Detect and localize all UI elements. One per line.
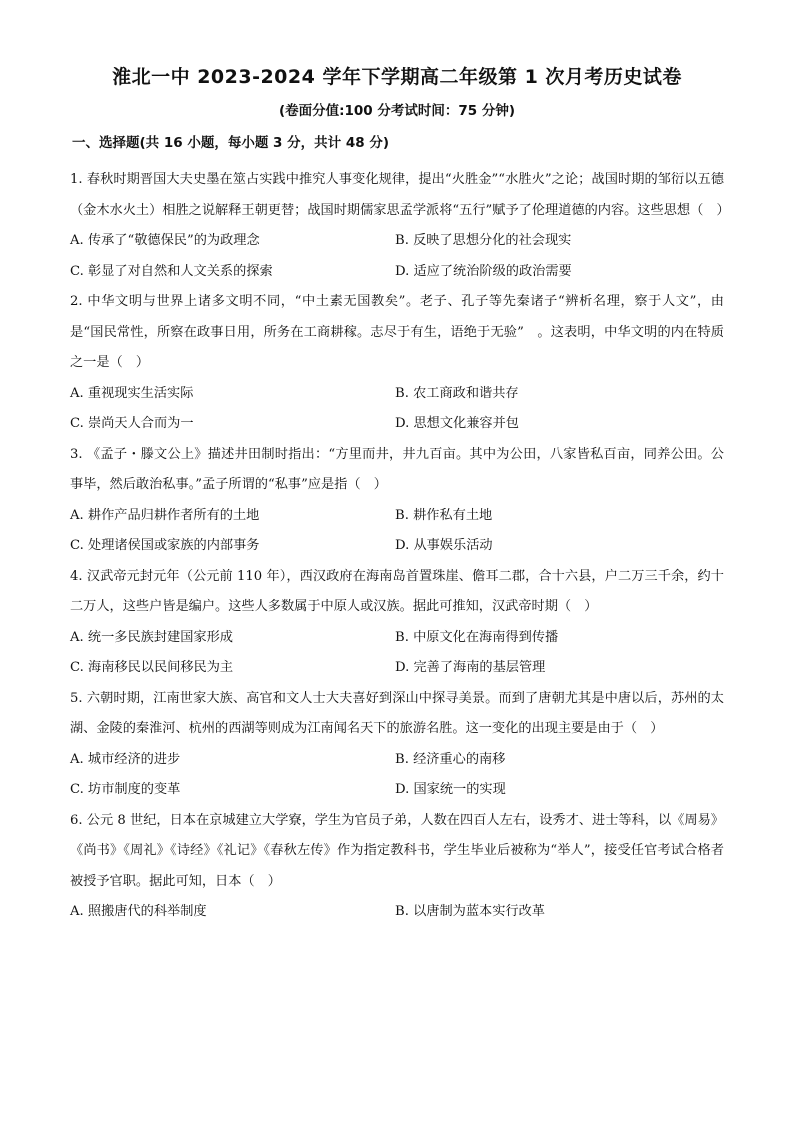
question-stem: 4. 汉武帝元封元年（公元前 110 年），西汉政府在海南岛首置珠崖、儋耳二郡，合十六县，户二万三千余，约十二万人，这些户皆是编户。这些人多数属于中原人或汉族。据此可推知，汉武帝时期（ ） xyxy=(70,568,724,614)
question-5 xyxy=(70,684,724,806)
option-c: C. 崇尚天人合而为一 xyxy=(70,416,194,431)
option-list xyxy=(70,745,724,806)
option-a: A. 照搬唐代的科举制度 xyxy=(70,904,207,919)
question-2 xyxy=(70,287,724,440)
option-a: A. 统一多民族封建国家形成 xyxy=(70,629,233,645)
question-stem: 3. 《孟子・滕文公上》描述井田制时指出：“方里而井，井九百亩。其中为公田，八家皆私百亩，同养公田。公事毕，然后敢治私事。”孟子所谓的“私事”应是指（ ） xyxy=(70,446,724,492)
option-a: A. 传承了“敬德保民”的为政理念 xyxy=(70,233,260,248)
option-list xyxy=(70,501,724,562)
option-b: B. 农工商政和谐共存 xyxy=(395,385,519,401)
option-d: D. 思想文化兼容并包 xyxy=(395,416,519,431)
option-list xyxy=(70,623,724,684)
question-1 xyxy=(70,165,730,287)
exam-subtitle: (卷面分值:100 分考试时间：75 分钟) xyxy=(278,103,516,119)
option-a: A. 耕作产品归耕作者所有的土地 xyxy=(70,507,260,523)
option-b: B. 中原文化在海南得到传播 xyxy=(395,629,559,645)
option-c: C. 彰显了对自然和人文关系的探索 xyxy=(70,263,273,279)
option-b: B. 耕作私有土地 xyxy=(395,507,493,523)
question-4 xyxy=(70,562,724,684)
option-list xyxy=(70,897,724,928)
option-b: B. 以唐制为蓝本实行改革 xyxy=(395,904,545,919)
option-b: B. 经济重心的南移 xyxy=(395,751,506,767)
option-c: C. 处理诸侯国或家族的内部事务 xyxy=(70,538,260,553)
option-d: D. 完善了海南的基层管理 xyxy=(395,660,546,675)
option-c: C. 坊市制度的变革 xyxy=(70,782,181,797)
option-a: A. 城市经济的进步 xyxy=(70,751,181,767)
option-d: D. 从事娱乐活动 xyxy=(395,538,493,553)
option-list xyxy=(70,226,724,287)
option-list xyxy=(70,379,724,440)
option-d: D. 适应了统治阶级的政治需要 xyxy=(395,263,572,279)
question-stem: 5. 六朝时期，江南世家大族、高官和文人士大夫喜好到深山中探寻美景。而到了唐朝尤其是中唐以后，苏州的太湖、金陵的秦淮河、杭州的西湖等则成为江南闻名天下的旅游名胜。这一变化的出现主要是由于（ ） xyxy=(70,690,724,736)
question-3 xyxy=(70,440,724,562)
option-c: C. 海南移民以民间移民为主 xyxy=(70,660,234,675)
question-stem: 2. 中华文明与世界上诸多文明不同，“中土素无国教矣”。老子、孔子等先秦诸子“辨析名理，察于人文”，由是“国民常性，所察在政事日用，所务在工商耕稼。志尽于有生，语绝于无验” 。这表明，中华文明的内在特质之一是（ ） xyxy=(70,294,724,370)
exam-title: 淮北一中 2023-2024 学年下学期高二年级第 1 次月考历史试卷 xyxy=(112,66,682,88)
option-d: D. 国家统一的实现 xyxy=(395,782,506,797)
option-b: B. 反映了思想分化的社会现实 xyxy=(395,233,572,248)
question-stem: 6. 公元 8 世纪，日本在京城建立大学寮，学生为官员子弟，人数在四百人左右，设秀才、进士等科，以《周易》《尚书》《周礼》《诗经》《礼记》《春秋左传》作为指定教科书，学生毕业后被称为“举人”，接受任官考试合格者被授予官职。据此可知，日本（ ） xyxy=(70,812,724,889)
section-heading: 一、选择题(共 16 小题，每小题 3 分，共计 48 分) xyxy=(72,135,390,151)
question-6 xyxy=(70,806,724,928)
question-stem: 1. 春秋时期晋国大夫史墨在筮占实践中推究人事变化规律，提出“火胜金”“水胜火”之论；战国时期的邹衍以五德（金木水火土）相胜之说解释王朝更替；战国时期儒家思孟学派将“五行”赋予了伦理道德的内容。这些思想（ ） xyxy=(70,172,730,218)
option-a: A. 重视现实生活实际 xyxy=(70,385,194,401)
